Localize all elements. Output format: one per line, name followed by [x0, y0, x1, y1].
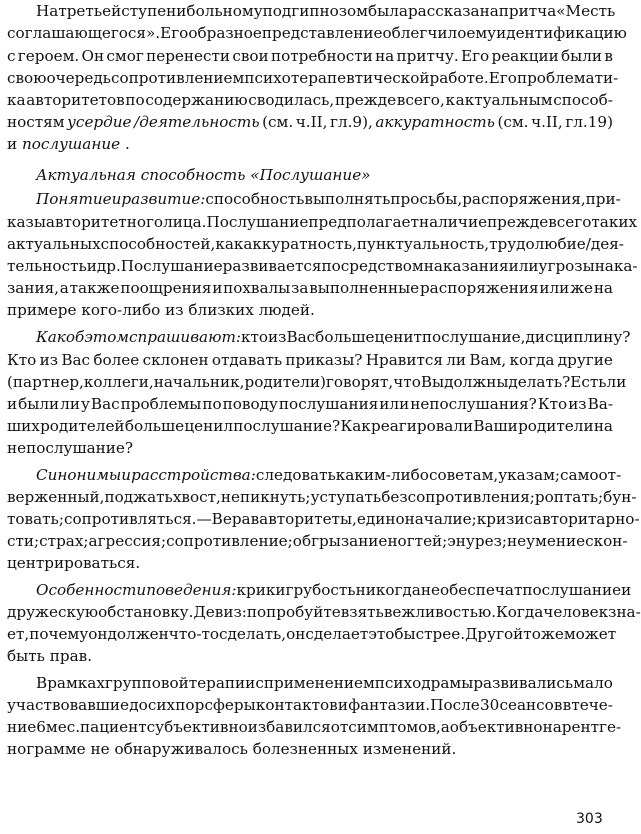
text-line: с героем. Он смог перенести свои потребности на притчу. Его реакции были в	[7, 47, 613, 65]
text-line: быть прав.	[7, 647, 93, 665]
text-line: Кто из Вас более склонен отдавать приказы? Нравится ли Вам, когда другие	[7, 351, 613, 369]
text-line: Понятие и развитие: способность выполнять просьбы, распоряжения, при-	[36, 190, 621, 208]
text-line: ностям усердие /деятельность (см. ч.II, гл.9), аккуратность (см. ч.II, гл.19)	[7, 113, 613, 131]
text-line: Актуальная способность «Послушание»	[36, 166, 371, 184]
page-number: 303	[576, 811, 603, 827]
text-line: и были ли у Вас проблемы по поводу послушания или непослушания? Кто из Ва-	[7, 395, 613, 413]
text-line: тельность и др. Послушание развивается посредством наказания или угрозы нака-	[7, 257, 638, 275]
text-line: сти; страх; агрессия; сопротивление; обгрызание ногтей; энурез; неумение скон-	[7, 532, 628, 550]
text-line: непослушание?	[7, 439, 134, 457]
text-line: В рамках групповой терапии с применением психодрамы развивались мало	[36, 674, 613, 692]
text-line: товать; сопротивляться.— Вера в авторитеты, единоначалие; кризис авторитарно-	[7, 510, 640, 528]
text-line: На третьей ступени больному под гипнозом была рассказана притча «Месть	[36, 2, 616, 20]
text-line: свою очередь сопротивлением психотерапевтической работе. Его проблемати-	[7, 69, 619, 87]
text-line: ние 6 мес. пациент субъективно избавился от симптомов, а объективно на рентге-	[7, 718, 622, 736]
text-line: зания, а также поощрения и похвалы за выполненные распоряжения или же на	[7, 279, 613, 297]
text-line: (партнер, коллеги, начальник, родители) говорят, что Вы должны делать? Есть ли	[7, 373, 627, 391]
text-line: и послушание .	[7, 135, 130, 153]
text-line: центрироваться.	[7, 554, 141, 572]
text-line: ших родителей больше ценил послушание? Как реагировали Ваши родители на	[7, 417, 613, 435]
text-line: нограмме не обнаруживалось болезненных изменений.	[7, 740, 457, 758]
text-line: участвовавшие до сих пор сферы контактов и фантазии. После 30 сеансов в тече-	[7, 696, 613, 714]
text-line: ка авторитетов по содержанию сводилась, прежде всего, к актуальным способ-	[7, 91, 613, 109]
text-line: Особенности поведения: крик и грубость никогда не обеспечат послушание и	[36, 581, 632, 599]
text-line: Как об этом спрашивают: кто из Вас больше ценит послушание, дисциплину?	[36, 328, 631, 346]
text-line: Синонимы и расстройства: следовать каким-либо советам, указам; самоот-	[36, 466, 622, 484]
text-line: примере кого-либо из близких людей.	[7, 301, 315, 319]
text-line: ет, почему он должен что-то сделать, он сделает это быстрее. Другой тоже может	[7, 625, 617, 643]
text-line: дружескую обстановку. Девиз: попробуйте взять вежливостью. Когда человек зна-	[7, 603, 641, 621]
text-line: актуальных способностей, как аккуратность, пунктуальность, трудолюбие/дея-	[7, 235, 624, 253]
text-line: соглашающегося». Его образное представление облегчило ему идентификацию	[7, 24, 627, 42]
text-line: верженный, поджать хвост, не пикнуть; уступать без сопротивления; роптать; бун-	[7, 488, 637, 506]
text-line: казы авторитетного лица. Послушание предполагает наличие прежде всего таких	[7, 213, 638, 231]
